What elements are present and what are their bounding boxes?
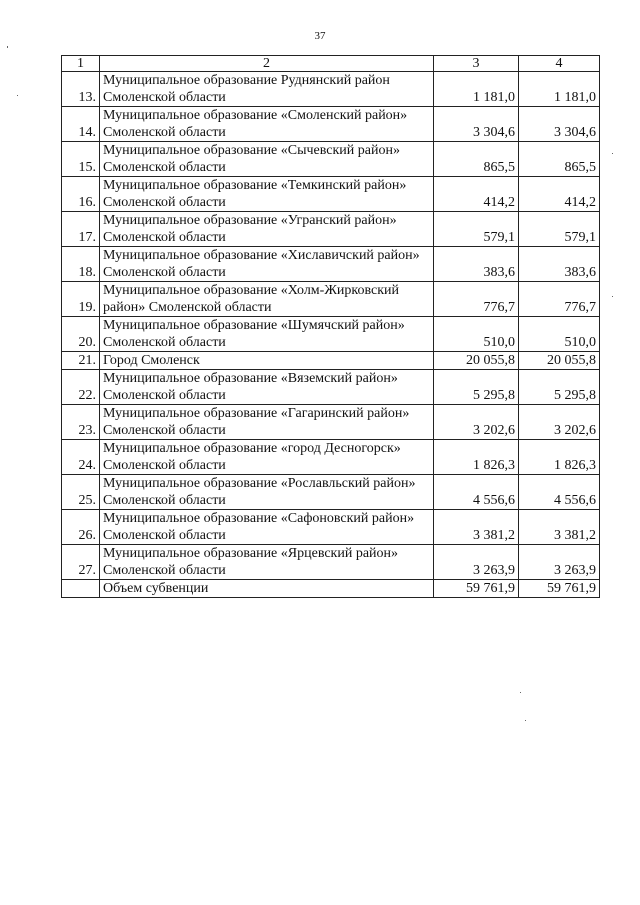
value-col3: 3 202,6	[434, 405, 519, 440]
row-number: 18.	[62, 247, 100, 282]
table-row	[62, 317, 600, 352]
municipality-name: Муниципальное образование «Угранский район» Смоленской области	[100, 212, 434, 247]
value-col3: 3 263,9	[434, 545, 519, 580]
value-col3: 3 381,2	[434, 510, 519, 545]
value-col3: 414,2	[434, 177, 519, 212]
row-number: 27.	[62, 545, 100, 580]
municipality-name: Муниципальное образование «Холм-Жирковский район» Смоленской области	[100, 282, 434, 317]
table-row	[62, 72, 600, 107]
value-col3: 3 304,6	[434, 107, 519, 142]
scan-speck	[612, 296, 613, 297]
municipality-name: Муниципальное образование «Ярцевский район» Смоленской области	[100, 545, 434, 580]
table-row	[62, 142, 600, 177]
municipality-name: Муниципальное образование «Гагаринский район» Смоленской области	[100, 405, 434, 440]
scan-speck	[17, 95, 18, 96]
value-col4: 1 181,0	[519, 72, 600, 107]
value-col4: 5 295,8	[519, 370, 600, 405]
municipality-name: Муниципальное образование «Темкинский район» Смоленской области	[100, 177, 434, 212]
value-col4: 3 202,6	[519, 405, 600, 440]
total-row	[62, 580, 600, 598]
value-col3: 20 055,8	[434, 352, 519, 370]
value-col4: 4 556,6	[519, 475, 600, 510]
municipality-name: Муниципальное образование «город Десногорск» Смоленской области	[100, 440, 434, 475]
row-number: 17.	[62, 212, 100, 247]
table-row	[62, 247, 600, 282]
table-row	[62, 352, 600, 370]
scan-speck	[7, 46, 8, 48]
table-row	[62, 212, 600, 247]
table-row	[62, 370, 600, 405]
value-col4: 865,5	[519, 142, 600, 177]
municipality-name: Муниципальное образование «Хиславичский район» Смоленской области	[100, 247, 434, 282]
municipality-name: Муниципальное образование «Смоленский район» Смоленской области	[100, 107, 434, 142]
value-col3: 579,1	[434, 212, 519, 247]
row-number: 19.	[62, 282, 100, 317]
value-col3: 510,0	[434, 317, 519, 352]
column-header-2: 2	[100, 56, 434, 72]
value-col4: 579,1	[519, 212, 600, 247]
row-number: 25.	[62, 475, 100, 510]
total-col3: 59 761,9	[434, 580, 519, 598]
table-row	[62, 475, 600, 510]
value-col3: 1 181,0	[434, 72, 519, 107]
value-col4: 414,2	[519, 177, 600, 212]
municipality-name: Город Смоленск	[100, 352, 434, 370]
column-header-3: 3	[434, 56, 519, 72]
value-col3: 865,5	[434, 142, 519, 177]
total-col4: 59 761,9	[519, 580, 600, 598]
value-col3: 1 826,3	[434, 440, 519, 475]
table-row	[62, 177, 600, 212]
row-number: 23.	[62, 405, 100, 440]
value-col4: 3 381,2	[519, 510, 600, 545]
table-row	[62, 282, 600, 317]
value-col3: 776,7	[434, 282, 519, 317]
column-header-4: 4	[519, 56, 600, 72]
scan-speck	[520, 692, 521, 693]
value-col4: 3 304,6	[519, 107, 600, 142]
row-number: 14.	[62, 107, 100, 142]
row-number: 20.	[62, 317, 100, 352]
table-row	[62, 545, 600, 580]
table-row	[62, 440, 600, 475]
municipality-name: Муниципальное образование «Шумячский район» Смоленской области	[100, 317, 434, 352]
value-col4: 20 055,8	[519, 352, 600, 370]
row-number: 16.	[62, 177, 100, 212]
value-col4: 383,6	[519, 247, 600, 282]
municipality-name: Муниципальное образование «Сафоновский район» Смоленской области	[100, 510, 434, 545]
table-row	[62, 107, 600, 142]
value-col3: 5 295,8	[434, 370, 519, 405]
table-row	[62, 510, 600, 545]
municipality-name: Муниципальное образование «Сычевский район» Смоленской области	[100, 142, 434, 177]
row-number: 22.	[62, 370, 100, 405]
page-number: 37	[314, 30, 326, 42]
table-row	[62, 405, 600, 440]
value-col3: 383,6	[434, 247, 519, 282]
total-number-cell	[62, 580, 100, 598]
row-number: 13.	[62, 72, 100, 107]
value-col4: 776,7	[519, 282, 600, 317]
scan-speck	[612, 153, 613, 154]
value-col4: 1 826,3	[519, 440, 600, 475]
column-header-1: 1	[62, 56, 100, 72]
municipality-name: Муниципальное образование «Рославльский район» Смоленской области	[100, 475, 434, 510]
value-col4: 510,0	[519, 317, 600, 352]
total-label: Объем субвенции	[100, 580, 434, 598]
row-number: 24.	[62, 440, 100, 475]
row-number: 26.	[62, 510, 100, 545]
header-row	[62, 56, 600, 72]
scan-speck	[525, 720, 526, 721]
row-number: 21.	[62, 352, 100, 370]
subsidy-table	[61, 55, 600, 598]
municipality-name: Муниципальное образование «Вяземский район» Смоленской области	[100, 370, 434, 405]
value-col3: 4 556,6	[434, 475, 519, 510]
value-col4: 3 263,9	[519, 545, 600, 580]
row-number: 15.	[62, 142, 100, 177]
municipality-name: Муниципальное образование Руднянский район Смоленской области	[100, 72, 434, 107]
